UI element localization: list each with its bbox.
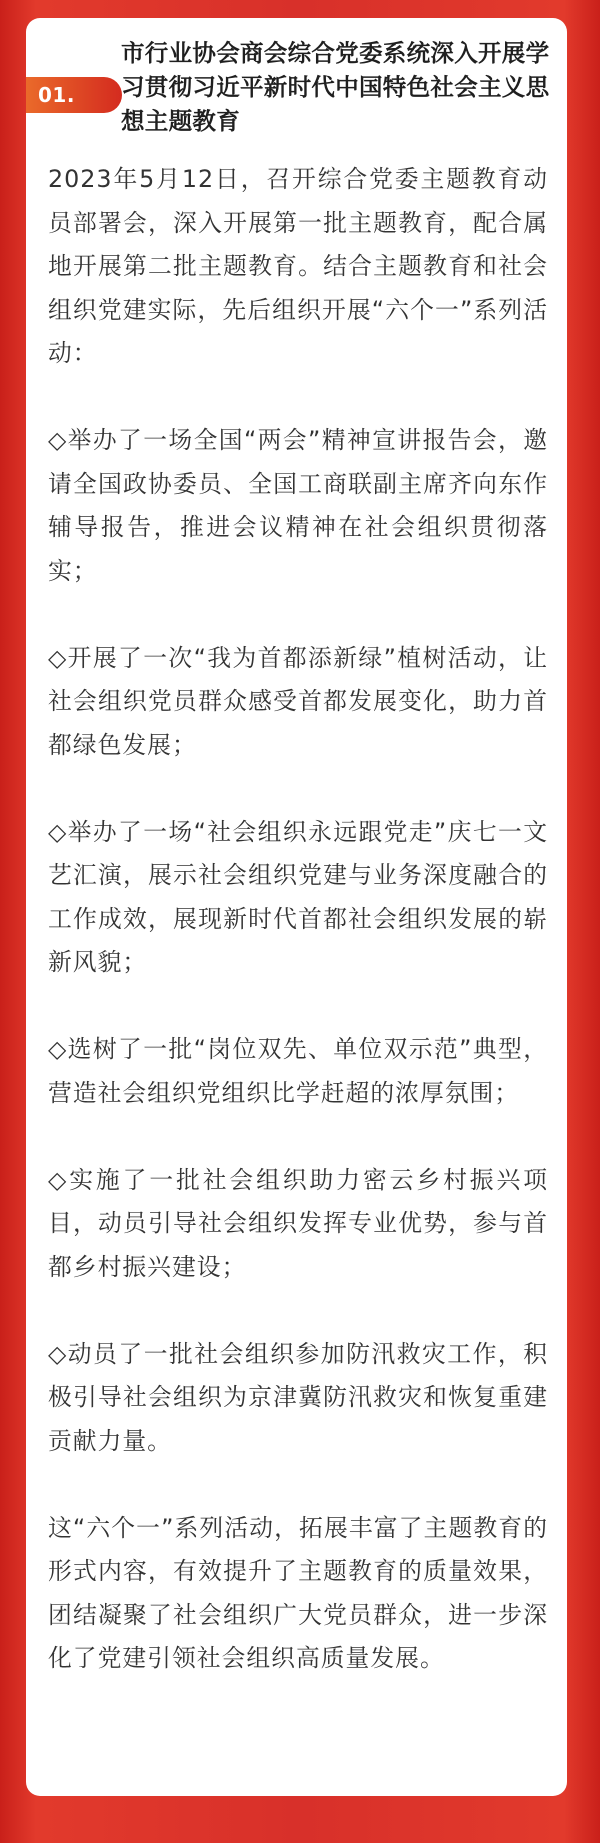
content-card [26, 18, 567, 1796]
intro-paragraph: 2023年5月12日，召开综合党委主题教育动员部署会，深入开展第一批主题教育，配合属地开展第二批主题教育。结合主题教育和社会组织党建实际，先后组织开展“六个一”系列活动： [48, 165, 548, 367]
activity-item-tree-planting: ◇开展了一次“我为首都添新绿”植树活动，让社会组织党员群众感受首都发展变化，助力首都绿色发展； [48, 643, 548, 759]
section-header [26, 32, 567, 146]
activity-item-art-performance: ◇举办了一场“社会组织永远跟党走”庆七一文艺汇演，展示社会组织党建与业务深度融合的工作成效，展现新时代首都社会组织发展的崭新风貌； [48, 817, 548, 976]
activity-item-two-sessions: ◇举办了一场全国“两会”精神宣讲报告会，邀请全国政协委员、全国工商联副主席齐向东作辅导报告，推进会议精神在社会组织贯彻落实； [48, 426, 548, 585]
activity-item-rural-revitalization: ◇实施了一批社会组织助力密云乡村振兴项目，动员引导社会组织发挥专业优势，参与首都乡村振兴建设； [48, 1165, 548, 1281]
section-number-badge: 01. [26, 77, 122, 113]
section-title: 市行业协会商会综合党委系统深入开展学习贯彻习近平新时代中国特色社会主义思想主题教育 [121, 39, 550, 135]
article-body [48, 158, 548, 1681]
activity-item-flood-relief: ◇动员了一批社会组织参加防汛救灾工作，积极引导社会组织为京津冀防汛救灾和恢复重建贡献力量。 [48, 1339, 548, 1455]
activity-item-role-models: ◇选树了一批“岗位双先、单位双示范”典型，营造社会组织党组织比学赶超的浓厚氛围； [48, 1035, 548, 1107]
summary-paragraph: 这“六个一”系列活动，拓展丰富了主题教育的形式内容，有效提升了主题教育的质量效果，团结凝聚了社会组织广大党员群众，进一步深化了党建引领社会组织高质量发展。 [48, 1513, 548, 1672]
